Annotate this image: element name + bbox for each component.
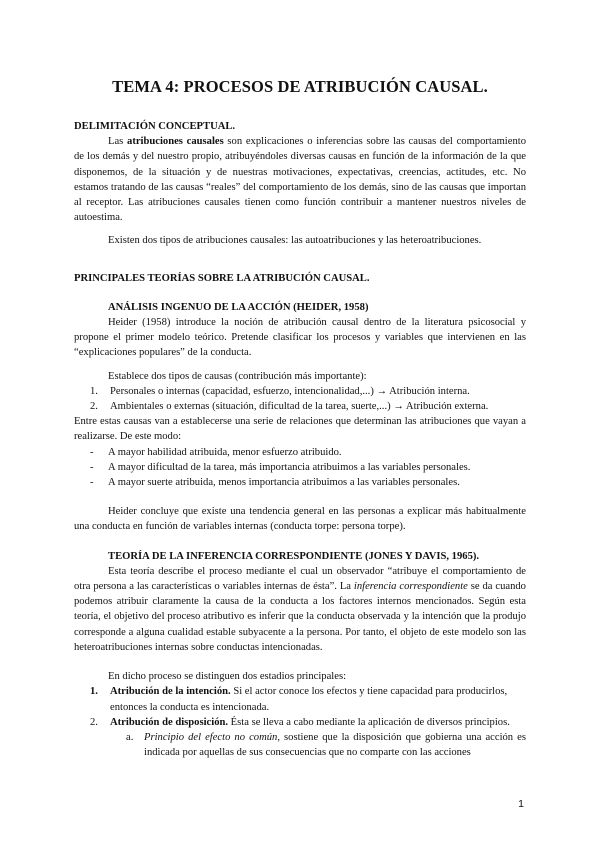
- paragraph-definicion: [74, 134, 526, 225]
- list-number: 2.: [90, 401, 98, 413]
- paragraph-heider-intro: Heider (1958) introduce la noción de atribución causal dentro de la literatura psicosocial y propone el primer modelo teórico. Pretende clasificar los procesos y variables que intervienen en las “explicaciones populares” de la conducta.: [74, 317, 526, 359]
- list-number: 1.: [90, 385, 98, 397]
- text-run: Las: [108, 136, 128, 148]
- document-body: [74, 119, 526, 760]
- list-item-text: A mayor suerte atribuida, menos importancia atribuimos a las variables personales.: [108, 477, 460, 489]
- section-heading-teorias: PRINCIPALES TEORÍAS SOBRE LA ATRIBUCIÓN CAUSAL.: [74, 272, 370, 284]
- text-run: se da cuando podemos atribuir claramente la causa de la conducta a los factores internos mencionados. Según esta teoría, el objetivo del proceso atributivo es inferir que la conducta observada y la intención que la produjo corresponde a alguna cualidad estable subyacente a la persona. Por tanto, el objeto de este modelo son las heteroatribuciones internas sobre conductas intencionadas.: [74, 581, 526, 653]
- list-letter: a.: [126, 731, 134, 743]
- list-dash: -: [90, 477, 94, 489]
- list-item-text: Ésta se lleva a cabo mediante la aplicación de diversos principios.: [228, 716, 510, 728]
- list-item: [74, 715, 526, 730]
- list-item: [74, 399, 526, 414]
- page-number: 1: [518, 798, 524, 810]
- list-item-text: Si el actor conoce los efectos y tiene capacidad para producirlos, entonces la conducta es intencionada.: [110, 686, 508, 713]
- stages-list: [74, 684, 526, 730]
- italic-term: inferencia correspondiente: [353, 581, 468, 593]
- list-item-text: Personales o internas (capacidad, esfuerzo, intencionalidad,...) → Atribución interna.: [110, 385, 470, 397]
- list-item: [74, 384, 526, 399]
- relations-list: [74, 445, 526, 491]
- list-item: [74, 475, 526, 490]
- list-item-text: Ambientales o externas (situación, dificultad de la tarea, suerte,...) → Atribución externa.: [110, 401, 489, 413]
- list-item-title: Principio del efecto no común,: [144, 731, 280, 743]
- paragraph-jones-intro: [74, 564, 526, 655]
- causes-list: [74, 384, 526, 414]
- list-item: [74, 460, 526, 475]
- list-number: 1.: [90, 686, 98, 698]
- paragraph-tipos: Existen dos tipos de atribuciones causales: las autoatribuciones y las heteroatribuciones.: [108, 235, 482, 247]
- list-item: [74, 684, 526, 714]
- list-dash: -: [90, 461, 94, 473]
- text-run: Esta teoría describe el proceso mediante el cual un observador “atribuye el comportamiento de otra persona a las características o variables internas de ésta”. La: [74, 565, 526, 593]
- list-item: [74, 730, 526, 760]
- page-title: TEMA 4: PROCESOS DE ATRIBUCIÓN CAUSAL.: [112, 77, 488, 96]
- paragraph-heider-causas: Establece dos tipos de causas (contribución más importante):: [108, 370, 367, 382]
- list-item-text: A mayor habilidad atribuida, menor esfuerzo atribuido.: [108, 446, 342, 458]
- list-item-title: Atribución de disposición.: [110, 716, 229, 728]
- list-item-text: A mayor dificultad de la tarea, más importancia atribuimos a las variables personales.: [108, 461, 471, 473]
- paragraph-heider-relaciones: Entre estas causas van a establecerse una serie de relaciones que determinan las atribuciones que vayan a realizarse. De este modo:: [74, 416, 526, 443]
- text-run: son explicaciones o inferencias sobre las causas del comportamiento de los demás y del nuestro propio, atribuyéndoles diversas causas en función de la información de la que disponemos, de la situación y de nuestras motivaciones, expectativas, creencias, actitudes, etc. No estamos tratando de las causas “reales” del comportamiento de los demás, sino de las causas que importan al receptor. Las atribuciones causales tienen como función contribuir a mantener nuestros niveles de autoestima.: [74, 136, 526, 224]
- list-number: 2.: [90, 716, 98, 728]
- list-item-text: sostiene que la disposición que gobierna una acción es indicada por aquellas de sus consecuencias que no comparte con las acciones: [144, 731, 526, 759]
- paragraph-jones-estadios: En dicho proceso se distinguen dos estadios principales:: [108, 671, 347, 683]
- section-heading-delimitacion: DELIMITACIÓN CONCEPTUAL.: [74, 121, 236, 132]
- list-item: [74, 445, 526, 460]
- subsection-heading-jones-davis: TEORÍA DE LA INFERENCIA CORRESPONDIENTE (JONES Y DAVIS, 1965).: [108, 550, 480, 562]
- paragraph-heider-conclusion: Heider concluye que existe una tendencia general en las personas a explicar más habitualmente una conducta en función de variables internas (conducta torpe: persona torpe).: [74, 506, 526, 533]
- principles-list: [74, 730, 526, 760]
- bold-term: atribuciones causales: [127, 136, 224, 148]
- list-dash: -: [90, 446, 94, 458]
- subsection-heading-heider: ANÁLISIS INGENUO DE LA ACCIÓN (HEIDER, 1958): [108, 301, 369, 313]
- list-item-title: Atribución de la intención.: [110, 686, 231, 698]
